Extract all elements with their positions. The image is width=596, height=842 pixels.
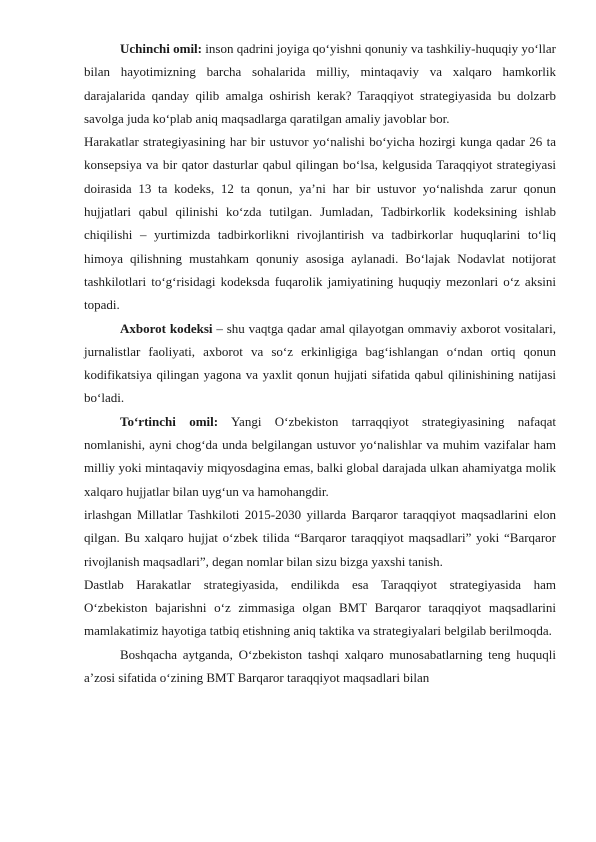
paragraph-third-factor — [84, 37, 556, 130]
paragraph-text: Harakatlar strategiyasining har bir ustuvor yo‘nalishi bo‘yicha hozirgi kunga qadar 26 ta konsepsiya va bir qator dasturlar qabul qilingan bo‘lsa, kelgusida Taraqqiyot strategiyasi doirasida 13 ta kodeks, 12 ta qonun, ya’ni har bir ustuvor yo‘nalishda zarur qonun hujjatlari qabul qilinishi ko‘zda tutilgan. Jumladan, Tadbirkorlik kodeksining ishlab chiqilishi – yurtimizda tadbirkorlikni rivojlantirish va tadbirkorlar huquqlarini to‘liq himoya qilishning mustahkam qonuniy asosiga aylanadi. Bo‘lajak Nodavlat notijorat tashkilotlari to‘g‘risidagi kodeksda fuqarolik jamiyatining huquqiy mezonlari o‘z aksini topadi. — [84, 134, 556, 313]
paragraph-action-strategy — [84, 573, 556, 643]
paragraph-lead: Axborot kodeksi — [120, 320, 213, 336]
document-page — [84, 37, 556, 689]
paragraph-strategy-concepts — [84, 130, 556, 316]
paragraph-fourth-factor — [84, 410, 556, 503]
paragraph-text: Dastlab Harakatlar strategiyasida, endilikda esa Taraqqiyot strategiyasida ham O‘zbekiston bajarishni o‘z zimmasiga olgan BMT Barqaror taraqqiyot maqsadlarini mamlakatimiz hayotiga tatbiq etishning aniq taktika va strategiyalari belgilab berilmoqda. — [84, 576, 556, 639]
paragraph-text: Yangi O‘zbekiston tarraqqiyot strategiyasining nafaqat nomlanishi, ayni chog‘da unda belgilangan ustuvor yo‘nalishlar va muhim vazifalar ham milliy yoki mintaqaviy miqyosdagina emas, balki global darajada ulkan ahamiyatga molik xalqaro hujjatlar bilan uyg‘un va hamohangdir. — [84, 413, 556, 499]
paragraph-lead: Uchinchi omil: — [120, 41, 202, 56]
paragraph-text: irlashgan Millatlar Tashkiloti 2015-2030 yillarda Barqaror taraqqiyot maqsadlarini elon qilgan. Bu xalqaro hujjat o‘zbek tilida “Barqaror taraqqiyot maqsadlari” yoki “Barqaror rivojlanish maqsadlari”, degan nomlar bilan sizu bizga yaxshi tanish. — [84, 506, 556, 569]
paragraph-in-other-words — [84, 643, 556, 690]
paragraph-information-code — [84, 317, 556, 410]
paragraph-text: – shu vaqtga qadar amal qilayotgan ommaviy axborot vositalari, jurnalistlar faoliyati, axborot va so‘z erkinligiga bag‘ishlangan o‘ndan ortiq qonun kodifikatsiya qilingan yagona va yaxlit qonun hujjati sifatida qabul qilinishining natijasi bo‘ladi. — [84, 320, 556, 406]
paragraph-un-goals — [84, 503, 556, 573]
paragraph-text: inson qadrini joyiga qo‘yishni qonuniy va tashkiliy-huquqiy yo‘llar bilan hayotimizning barcha sohalarida milliy, mintaqaviy va xalqaro hamkorlik darajalarida qanday qilib amalga oshirish kerak? Taraqqiyot strategiyasida bu dolzarb savolga juda ko‘plab aniq maqsadlarga qaratilgan amaliy javoblar bor. — [84, 41, 556, 126]
paragraph-text: Boshqacha aytganda, O‘zbekiston tashqi xalqaro munosabatlarning teng huquqli a’zosi sifatida o‘zining BMT Barqaror taraqqiyot maqsadlari bilan — [84, 646, 556, 686]
paragraph-lead: To‘rtinchi omil: — [120, 413, 219, 429]
